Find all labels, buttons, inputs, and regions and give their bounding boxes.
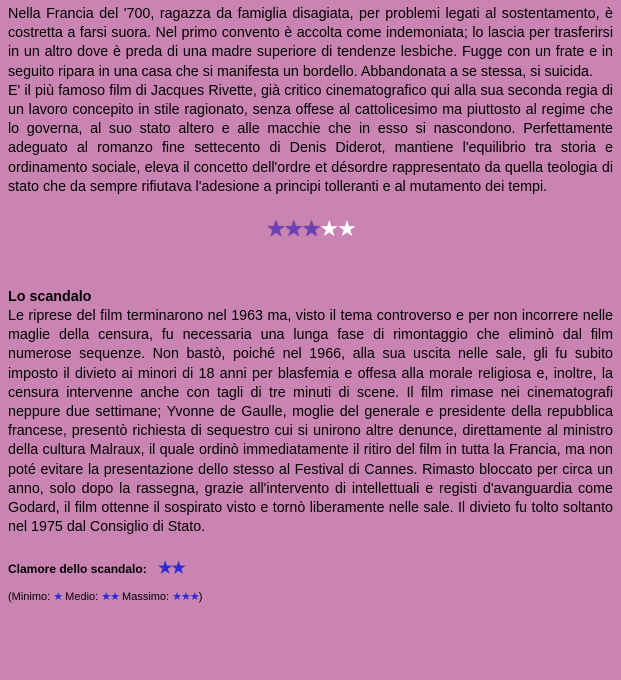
star-filled-icon: ★ [301,216,320,242]
star-empty-icon: ★ [337,216,355,242]
star-rating [8,218,613,240]
legend-close: ) [198,591,203,604]
clamore-stars-icon: ★★ [158,560,185,578]
critique-paragraph: E' il più famoso film di Jacques Rivette, già critico cinematografico qui alla sua seconda regia di un lavoro concepito in stile ragionato, senza offese al cattolicesimo ma piuttosto al regime che lo governa, al suo stato altero e alle macchie che in esso si nascondono. Perfettamente adeguato al romanzo fine settecento di Denis Diderot, mantiene l'equilibrio tra storia e ordinamento sociale, eleva il concetto dell'ordre et désordre rappresentato da quella teologia di stato che da sempre rifiutava l'adesione a principi tolleranti e al mutamento dei tempi. [8,82,613,195]
star-filled-icon: ★ [283,216,302,242]
legend-medio-label: Medio: [62,591,102,604]
legend-min-stars-icon: ★ [53,591,63,604]
plot-paragraph: Nella Francia del '700, ragazza da famiglia disagiata, per problemi legati al sostentamento, è costretta a farsi suora. Nel primo convento è accolta come indemoniata; lo lascia per trasferirsi in un altro dove è preda di una madre superiore di tendenze lesbiche. Fugge con un frate e in seguito ripara in una casa che si manifesta un bordello. Abbandonata a se stessa, si suicida. [8,6,613,80]
legend-massimo-stars-icon: ★★★ [172,591,199,604]
star-filled-icon: ★ [266,216,284,242]
scandalo-paragraph: Le riprese del film terminarono nel 1963 ma, visto il tema controverso e per non incorrere nelle maglie della censura, fu necessaria una lunga fase di rimontaggio che eliminò dal film numerose sequenze. Non bastò, poiché nel 1966, alla sua uscita nelle sale, gli fu subito imposto il divieto ai minori di 18 anni per blasfemia e offesa alla morale religiosa e, inoltre, la censura intervenne anche con tagli di tre minuti di scene. Il film rimase nei cinematografi neppure due settimane; Yvonne de Gaulle, moglie del generale e presidente della repubblica francese, presentò richiesta di sequestro cui si unirono altre denunce, direttamente al ministro della cultura Malraux, il quale ordinò immediatamente il ritiro del film in tutta la Francia, ma non poté evitare la presentazione dello stesso al Festival di Cannes. Rimasto bloccato per circa un anno, solo dopo la rassegna, grazie all'intervento di intellettuali e registi d'avanguardia come Godard, il film ottenne il sospirato visto e tornò liberamente nelle sale. Il divieto fu tolto soltanto nel 1975 dal Consiglio di Stato. [8,308,613,536]
legend-medio-stars-icon: ★★ [101,591,119,604]
clamore-row [8,559,613,579]
clamore-label: Clamore dello scandalo: [8,562,147,577]
legend-open: (Minimo: [8,591,54,604]
review-page [8,5,613,605]
star-empty-icon: ★ [319,216,338,242]
section-title-scandalo: Lo scandalo [8,289,92,306]
legend-massimo-label: Massimo: [118,591,173,604]
scandal-legend [8,589,613,605]
